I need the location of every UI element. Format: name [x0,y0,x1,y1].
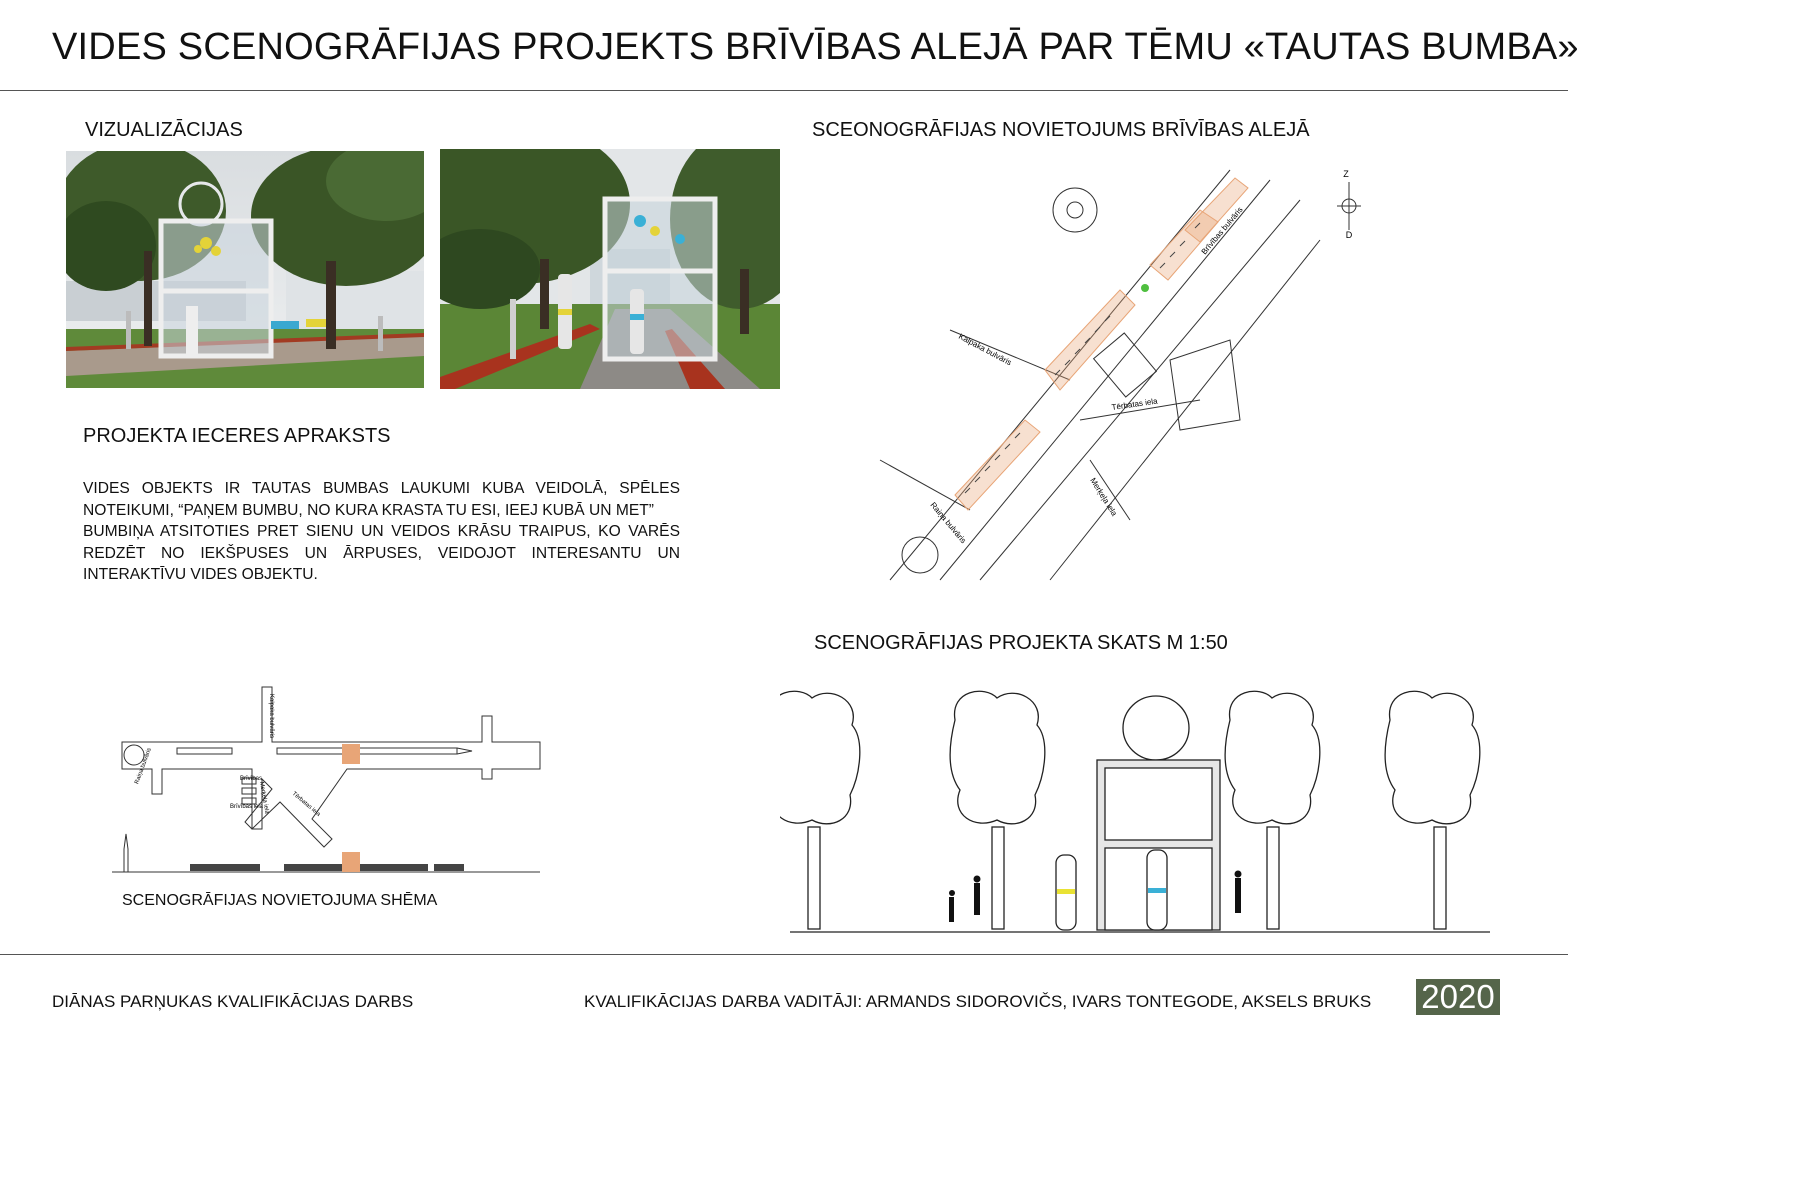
compass-north: Z [1343,169,1349,179]
location-plan-heading: SCEONOGRĀFIJAS NOVIETOJUMS BRĪVĪBAS ALEJĀ [812,119,1310,141]
footer-author: DIĀNAS PARŅUKAS KVALIFIKĀCIJAS DARBS [52,992,414,1011]
street-label-merkela: Merķeļa iela [1088,476,1119,518]
elevation-heading: SCENOGRĀFIJAS PROJEKTA SKATS M 1:50 [814,632,1228,654]
visualization-render-2 [440,149,780,389]
header-divider [0,90,1568,91]
street-label-brivibas: Brīvības bulvāris [1199,205,1245,257]
footer-supervisors: KVALIFIKĀCIJAS DARBA VADITĀJI: ARMANDS SIDOROVIČS, IVARS TONTEGODE, AKSELS BRUKS [584,992,1372,1011]
scheme-label-kalpaka: Kalpaka bulvāris [268,694,274,739]
compass-south: D [1345,230,1353,240]
scheme-caption: SCENOGRĀFIJAS NOVIETOJUMA SHĒMA [122,892,438,909]
page-title: VIDES SCENOGRĀFIJAS PROJEKTS BRĪVĪBAS ALEJĀ PAR TĒMU «TAUTAS BUMBA» [52,26,1579,68]
description-heading: PROJEKTA IECERES APRAKSTS [83,425,391,447]
visualizations-heading: VIZUALIZĀCIJAS [85,119,243,141]
description-paragraph: VIDES OBJEKTS IR TAUTAS BUMBAS LAUKUMI KUBA VEIDOLĀ, SPĒLES NOTEIKUMI, “PAŅEM BUMBU, NO KURA KRASTA TU ESI, IEEJ KUBĀ UN MET” [83,480,680,519]
scheme-label-brivibas: Brīvības [240,776,263,782]
location-plan-map [850,160,1370,590]
street-label-raina: Raiņa bulvāris [928,500,968,546]
placement-scheme [112,684,542,879]
compass-icon [1337,169,1361,240]
elevation-drawing [780,680,1500,940]
description-paragraph: BUMBIŅA ATSITOTIES PRET SIENU UN VEIDOS KRĀSU TRAIPUS, KO VARĒS REDZĒT NO IEKŠPUSES UN ĀRPUSES, VEIDOJOT INTERESANTU UN INTERAKTĪVU VIDES OBJEKTU. [83,523,680,584]
scheme-label-raina: Raiņa bulvāris [134,747,153,786]
scheme-label-merkela: Merķeļa iela [258,781,270,815]
scheme-label-brivibas-iela: Brīvības iela [230,804,264,810]
description-text [83,478,680,586]
street-label-kalpaka: Kalpaka bulvāris [957,331,1014,368]
footer-divider [0,954,1568,955]
year-badge: 2020 [1416,979,1500,1015]
visualization-render-1 [66,151,424,388]
scheme-label-terbatas: Tērbatas iela [290,790,322,818]
street-label-terbatas: Tērbatas iela [1111,396,1159,412]
